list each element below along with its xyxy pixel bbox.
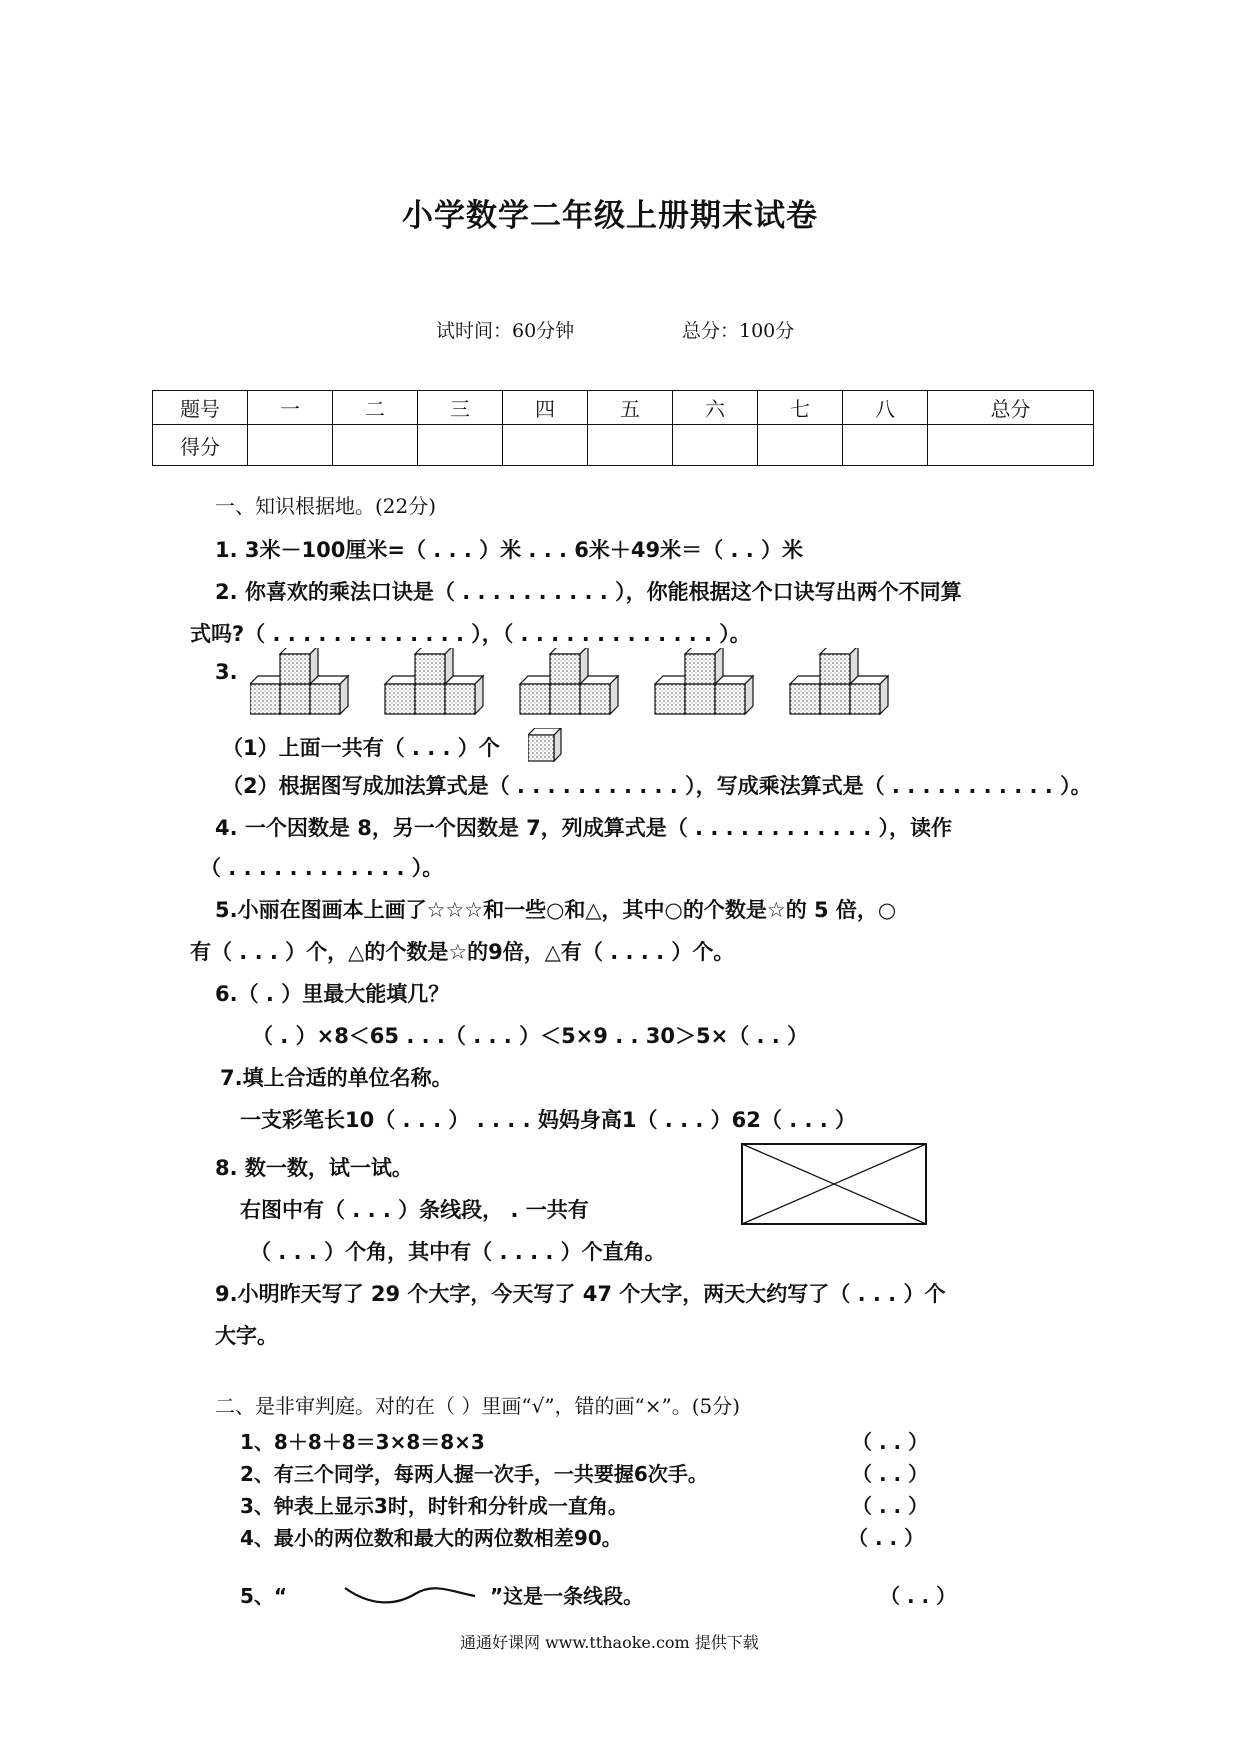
judge-answer-bracket[interactable]: （ . . ） <box>852 1430 929 1454</box>
q4-line1: 4. 一个因数是 8，另一个因数是 7，列成算式是（ . . . . . . . . . . . . ），读作 <box>215 816 953 840</box>
judge-item-1: 1、8＋8＋8＝3×8＝8×3 <box>240 1430 485 1454</box>
score-table-score-row <box>153 425 1094 466</box>
q8-line1: 8. 数一数，试一试。 <box>215 1156 413 1180</box>
header-cell-question-no: 题号 <box>153 391 248 425</box>
q3-part2: （2）根据图写成加法算式是（ . . . . . . . . . . . ），写成乘法算式是（ . . . . . . . . . . . ）。 <box>222 774 1092 798</box>
score-cell[interactable] <box>418 425 503 466</box>
q2-line2: 式吗?（ . . . . . . . . . . . . . ），（ . . . . . . . . . . . . . ）。 <box>190 622 751 646</box>
cube-figure-4 <box>655 648 753 714</box>
judge-answer-bracket[interactable]: （ . . ） <box>848 1526 925 1550</box>
q3-cube-figures <box>250 648 900 718</box>
score-cell[interactable] <box>843 425 928 466</box>
exam-title: 小学数学二年级上册期末试卷 <box>402 198 818 234</box>
score-table-header-row <box>153 391 1094 425</box>
q5-line2: 有（ . . . ）个，△的个数是☆的9倍，△有（ . . . . ）个。 <box>190 940 735 964</box>
q9-line1: 9.小明昨天写了 29 个大字，今天写了 47 个大字，两天大约写了（ . . . ）个 <box>215 1282 946 1306</box>
header-cell-7: 七 <box>758 391 843 425</box>
cube-figure-2 <box>385 648 483 714</box>
judge-item-5-prefix: 5、“ <box>240 1584 288 1608</box>
q8-rectangle-figure <box>740 1142 930 1228</box>
header-cell-1: 一 <box>248 391 333 425</box>
header-cell-2: 二 <box>333 391 418 425</box>
cube-figure-1 <box>250 648 348 714</box>
q5-line1: 5.小丽在图画本上画了☆☆☆和一些○和△，其中○的个数是☆的 5 倍，○ <box>215 898 897 922</box>
score-table <box>152 390 1094 466</box>
header-cell-3: 三 <box>418 391 503 425</box>
header-cell-5: 五 <box>588 391 673 425</box>
q7-line1: 7.填上合适的单位名称。 <box>220 1066 453 1090</box>
judge-answer-bracket[interactable]: （ . . ） <box>852 1494 929 1518</box>
score-cell[interactable] <box>503 425 588 466</box>
cube-figure-5 <box>790 648 888 714</box>
score-cell[interactable] <box>673 425 758 466</box>
q4-line2: （ . . . . . . . . . . . . ）。 <box>200 856 444 880</box>
judge-answer-bracket[interactable]: （ . . ） <box>880 1584 957 1608</box>
curved-line-figure <box>340 1578 480 1608</box>
score-cell[interactable] <box>928 425 1094 466</box>
score-row-label: 得分 <box>153 425 248 466</box>
header-cell-total: 总分 <box>928 391 1094 425</box>
score-cell[interactable] <box>248 425 333 466</box>
header-cell-6: 六 <box>673 391 758 425</box>
footer-source: 通通好课网 www.tthaoke.com 提供下载 <box>460 1633 759 1652</box>
judge-item-3: 3、钟表上显示3时，时针和分针成一直角。 <box>240 1494 628 1518</box>
q2-line1: 2. 你喜欢的乘法口诀是（ . . . . . . . . . . ），你能根据这个口诀写出两个不同算 <box>215 580 962 604</box>
q1-line: 1. 3米－100厘米=（ . . . ）米 . . . 6米＋49米＝（ . . ）米 <box>215 538 804 562</box>
judge-item-2: 2、有三个同学，每两人握一次手，一共要握6次手。 <box>240 1462 708 1486</box>
header-cell-4: 四 <box>503 391 588 425</box>
score-cell[interactable] <box>333 425 418 466</box>
cube-figure-3 <box>520 648 618 714</box>
q3-part1: （1）上面一共有（ . . . ）个 <box>222 736 500 760</box>
section2-heading: 二、是非审判庭。对的在（ ）里画“√”，错的画“×”。(5分) <box>215 1394 741 1418</box>
header-cell-8: 八 <box>843 391 928 425</box>
judge-item-4: 4、最小的两位数和最大的两位数相差90。 <box>240 1526 622 1550</box>
q9-line2: 大字。 <box>215 1324 278 1348</box>
small-cube-icon <box>528 728 568 766</box>
q8-line3: （ . . . ）个角，其中有（ . . . . ）个直角。 <box>250 1240 666 1264</box>
exam-time: 试时间：60分钟 <box>436 320 575 342</box>
q3-number: 3. <box>215 660 238 684</box>
q7-line2: 一支彩笔长10（ . . . ） . . . . 妈妈身高1（ . . . ）62（ . . . ） <box>240 1108 857 1132</box>
score-cell[interactable] <box>758 425 843 466</box>
judge-answer-bracket[interactable]: （ . . ） <box>852 1462 929 1486</box>
q8-line2: 右图中有（ . . . ）条线段， . 一共有 <box>240 1198 589 1222</box>
q6-line2: （ . ）×8＜65 . . .（ . . . ）＜5×9 . . 30＞5×（ . . ） <box>252 1024 809 1048</box>
section1-heading: 一、知识根据地。(22分) <box>215 494 437 518</box>
q6-line1: 6.（ . ）里最大能填几？ <box>215 982 450 1006</box>
judge-item-5-suffix: ”这是一条线段。 <box>490 1584 644 1608</box>
exam-total-score: 总分：100分 <box>682 320 795 342</box>
score-cell[interactable] <box>588 425 673 466</box>
